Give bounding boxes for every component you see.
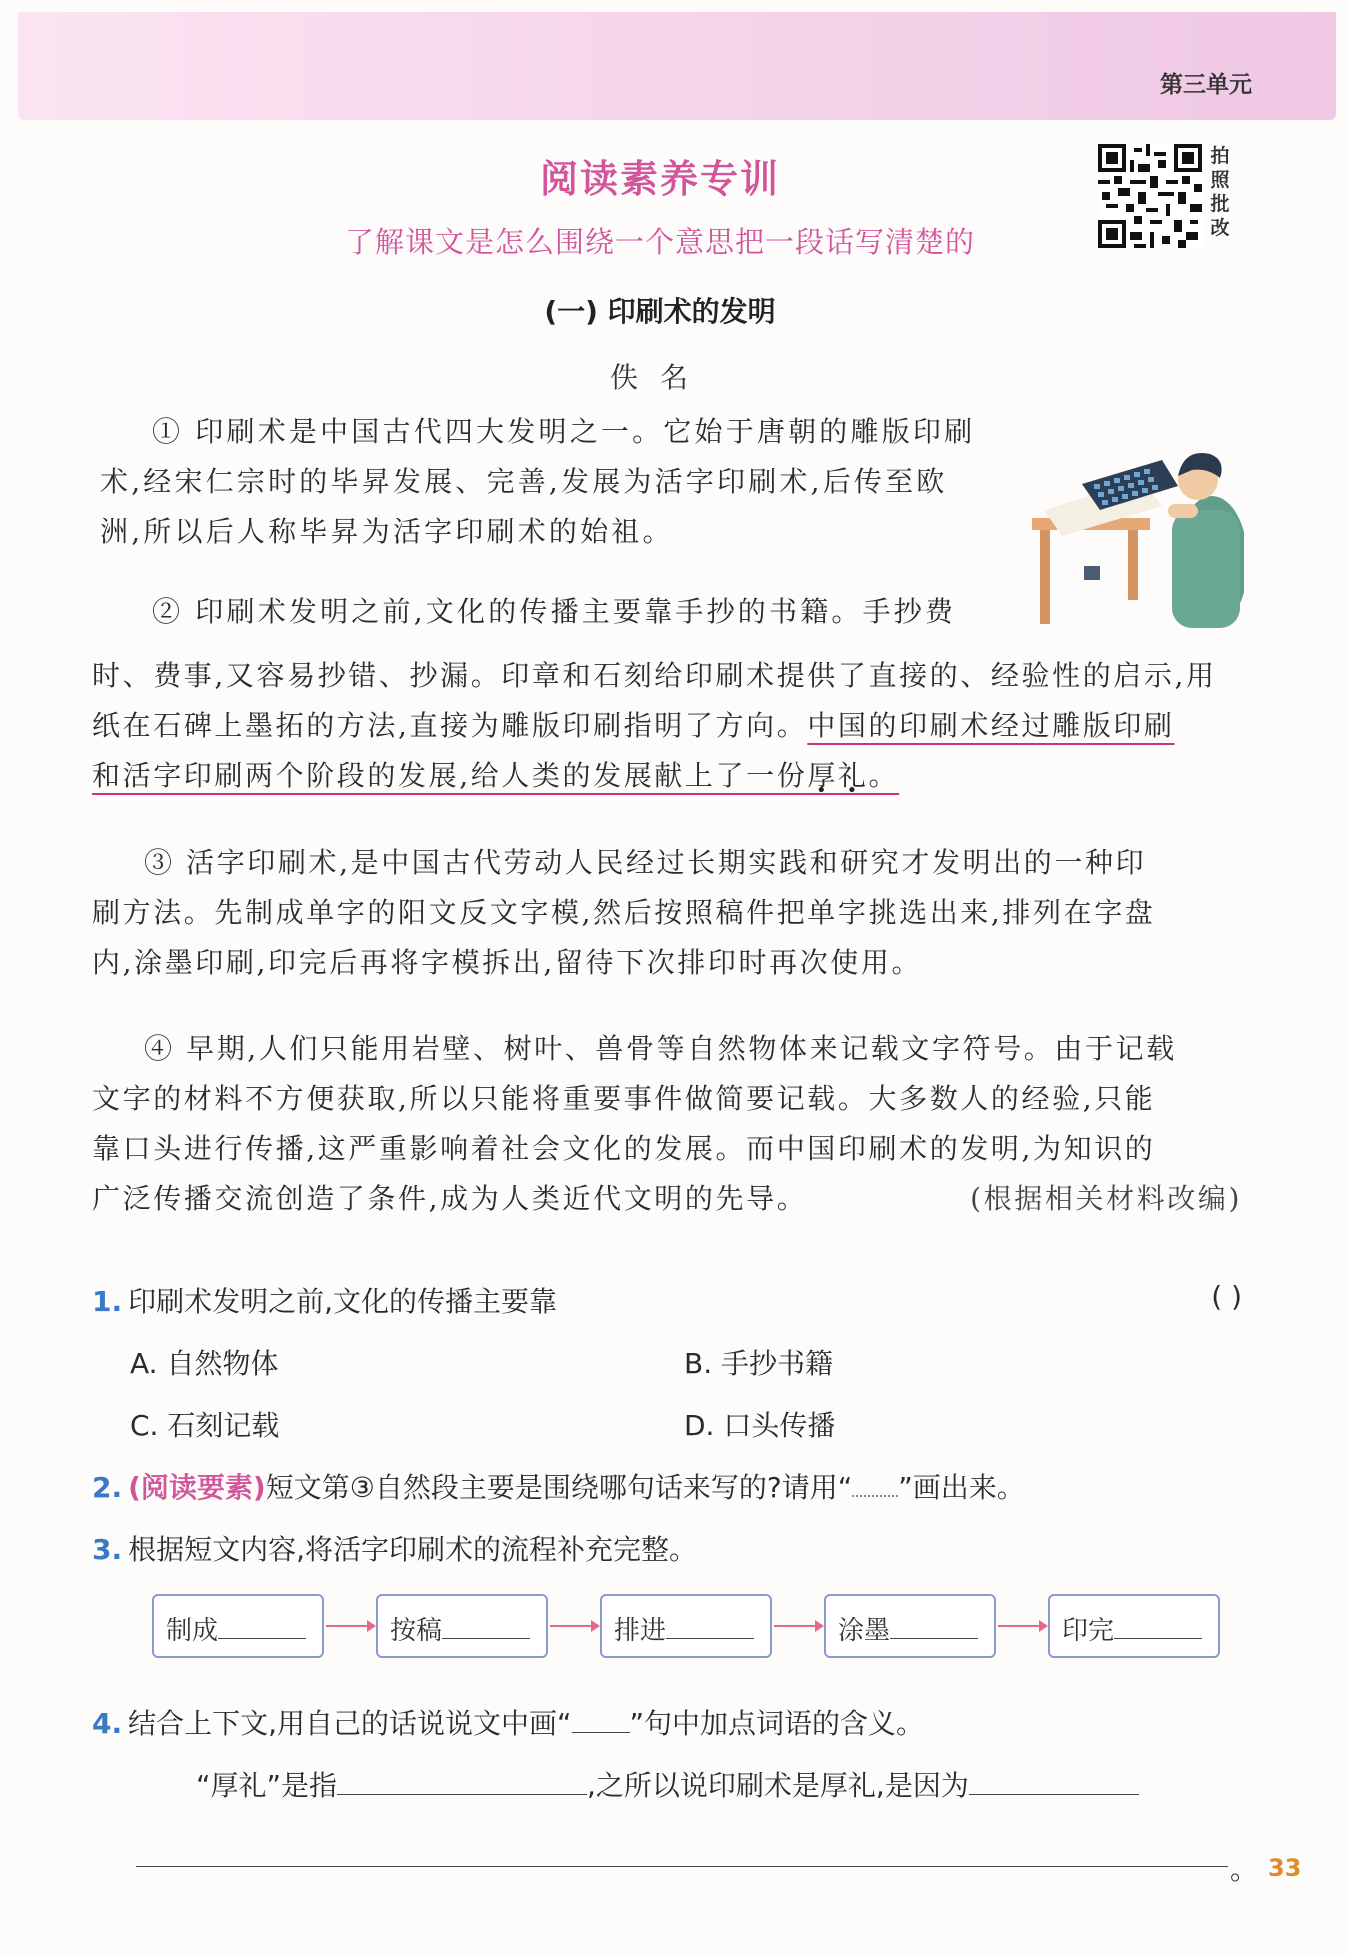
flow-step-label: 制成 (166, 1616, 219, 1646)
option-c[interactable]: C. 石刻记载 (130, 1409, 280, 1442)
flow-arrow (326, 1625, 374, 1627)
text-line: 刷方法。先制成单字的阳文反文字模,然后按照稿件把单字挑选出来,排列在字盘 (92, 896, 1156, 929)
text-line: ② 印刷术发明之前,文化的传播主要靠手抄的书籍。手抄费 (152, 595, 957, 628)
qr-label-char: 改 (1210, 217, 1230, 239)
blank-line[interactable] (666, 1638, 754, 1639)
question-2 (92, 1466, 1025, 1506)
fill-text: ,之所以说印刷术是厚礼,是因为 (587, 1769, 969, 1802)
paragraph-3 (92, 838, 1242, 988)
blank-line[interactable] (1114, 1638, 1202, 1639)
wavy-line-sample (852, 1495, 898, 1497)
question-text: 结合上下文,用自己的话说说文中画“ (128, 1707, 572, 1740)
author: 佚名 (609, 361, 710, 394)
source-note: (根据相关材料改编) (970, 1182, 1242, 1215)
paragraph-2-first (152, 587, 1012, 637)
qr-label-char: 拍 (1210, 145, 1230, 167)
question-text: 短文第③自然段主要是围绕哪句话来写的?请用“ (265, 1471, 853, 1504)
question-text: 印刷术发明之前,文化的传播主要靠 (128, 1285, 558, 1318)
question-3 (92, 1528, 697, 1568)
question-4-fill (196, 1764, 1139, 1804)
key-sentence-underline: 中国的印刷术经过雕版印刷 (807, 709, 1175, 742)
text-line: 靠口头进行传播,这严重影响着社会文化的发展。而中国印刷术的发明,为知识的 (92, 1132, 1156, 1165)
reading-element-tag: (阅读要素) (128, 1471, 266, 1504)
blank-line[interactable] (218, 1638, 306, 1639)
question-text: ”画出来。 (898, 1471, 1025, 1504)
paragraph-2 (92, 651, 1242, 801)
flow-step-2[interactable] (376, 1594, 548, 1658)
answer-paren[interactable]: ( ) (1211, 1280, 1242, 1313)
printer-illustration (1022, 440, 1244, 628)
answer-blank[interactable] (969, 1794, 1139, 1795)
underline-sample (572, 1732, 630, 1733)
answer-line[interactable] (136, 1866, 1228, 1867)
text-span: 和活字印刷两个阶段的发展,给人类的发展献上了一份 (92, 759, 808, 792)
paragraph-1 (100, 407, 1010, 557)
flow-step-label: 按稿 (390, 1616, 443, 1646)
text-line: 洲,所以后人称毕昇为活字印刷术的始祖。 (100, 515, 674, 548)
paragraph-4 (92, 1024, 1242, 1224)
blank-line[interactable] (890, 1638, 978, 1639)
text-span: 。 (868, 759, 900, 792)
end-period: 。 (1230, 1853, 1259, 1886)
option-b[interactable]: B. 手抄书籍 (684, 1347, 834, 1380)
question-number: 3. (92, 1533, 123, 1566)
qr-label-char: 照 (1210, 169, 1230, 191)
text-line: 纸在石碑上墨拓的方法,直接为雕版印刷指明了方向。 (92, 709, 808, 742)
dotted-char: 厚 (807, 759, 838, 792)
question-text: 根据短文内容,将活字印刷术的流程补充完整。 (128, 1533, 698, 1566)
flow-arrow (998, 1625, 1046, 1627)
unit-label: 第三单元 (1160, 72, 1252, 98)
qr-label (1206, 144, 1234, 240)
flow-step-1[interactable] (152, 1594, 324, 1658)
blank-line[interactable] (442, 1638, 530, 1639)
question-number: 1. (92, 1285, 123, 1318)
fill-text: “厚礼”是指 (196, 1769, 338, 1802)
flow-step-label: 排进 (614, 1616, 667, 1646)
text-line: 广泛传播交流创造了条件,成为人类近代文明的先导。 (92, 1182, 808, 1215)
flow-arrow (774, 1625, 822, 1627)
question-number: 4. (92, 1707, 123, 1740)
flow-step-label: 印完 (1062, 1616, 1115, 1646)
qr-code-icon[interactable] (1098, 144, 1202, 248)
text-line: 内,涂墨印刷,印完后再将字模拆出,留待下次排印时再次使用。 (92, 946, 923, 979)
text-line: 文字的材料不方便获取,所以只能将重要事件做简要记载。大多数人的经验,只能 (92, 1082, 1156, 1115)
text-line: ④ 早期,人们只能用岩壁、树叶、兽骨等自然物体来记载文字符号。由于记载 (144, 1032, 1177, 1065)
header-band (18, 12, 1336, 120)
section-title: (一) 印刷术的发明 (544, 295, 776, 328)
answer-blank[interactable] (337, 1794, 587, 1795)
flow-step-4[interactable] (824, 1594, 996, 1658)
flow-step-3[interactable] (600, 1594, 772, 1658)
option-a[interactable]: A. 自然物体 (130, 1347, 279, 1380)
text-line: 时、费事,又容易抄错、抄漏。印章和石刻给印刷术提供了直接的、经验性的启示,用 (92, 659, 1217, 692)
text-line: 术,经宋仁宗时的毕昇发展、完善,发展为活字印刷术,后传至欧 (100, 465, 948, 498)
flow-step-5[interactable] (1048, 1594, 1220, 1658)
text-line: ③ 活字印刷术,是中国古代劳动人民经过长期实践和研究才发明出的一种印 (144, 846, 1147, 879)
flow-arrow (550, 1625, 598, 1627)
option-d[interactable]: D. 口头传播 (684, 1409, 836, 1442)
question-number: 2. (92, 1471, 123, 1504)
page-title: 阅读素养专训 (539, 157, 780, 201)
qr-label-char: 批 (1210, 193, 1230, 215)
page-number: 33 (1268, 1854, 1302, 1882)
page-subtitle: 了解课文是怎么围绕一个意思把一段话写清楚的 (344, 225, 975, 259)
text-line: ① 印刷术是中国古代四大发明之一。它始于唐朝的雕版印刷 (152, 415, 976, 448)
question-1 (92, 1280, 1242, 1320)
dotted-char: 礼 (837, 759, 869, 792)
key-sentence-underline (92, 759, 899, 792)
question-4 (92, 1702, 924, 1742)
question-text: ”句中加点词语的含义。 (629, 1707, 925, 1740)
flow-step-label: 涂墨 (838, 1616, 891, 1646)
